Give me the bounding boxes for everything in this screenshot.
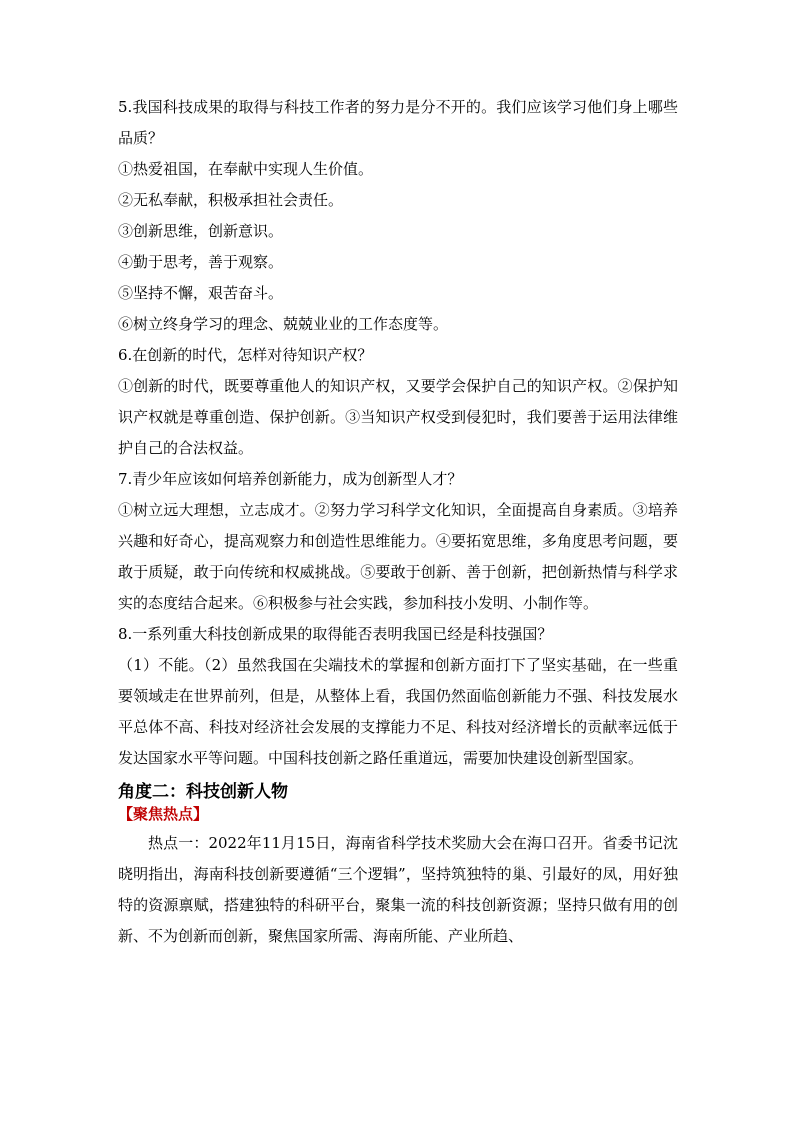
q5-answer-1: ①热爱祖国，在奉献中实现人生价值。 bbox=[118, 160, 374, 178]
section-heading: 角度二：科技创新人物 bbox=[118, 782, 288, 802]
q7-question: 7.青少年应该如何培养创新能力，成为创新型人才？ bbox=[118, 470, 463, 488]
q8-answer: （1）不能。（2）虽然我国在尖端技术的掌握和创新方面打下了坚实基础，在一些重要领域走在世界前列，但是，从整体上看，我国仍然面临创新能力不强、科技发展水平总体不高、科技对经济社会发展的支撑能力不足、科技对经济增长的贡献率远低于发达国家水平等问题。中国科技创新之路任重道远，需要加快建设创新型国家。 bbox=[118, 656, 678, 767]
hotspot-paragraph: 热点一：2022年11月15日，海南省科学技术奖励大会在海口召开。省委书记沈晓明指出，海南科技创新要遵循“三个逻辑”，坚持筑独特的巢、引最好的凤，用好独特的资源禀赋，搭建独特的科研平台，聚集一流的科技创新资源；坚持只做有用的创新、不为创新而创新，聚焦国家所需、海南所能、产业所趋、 bbox=[118, 834, 678, 945]
document-page bbox=[118, 92, 678, 952]
q5-question: 5.我国科技成果的取得与科技工作者的努力是分不开的。我们应该学习他们身上哪些品质？ bbox=[118, 98, 678, 147]
q7-answer: ①树立远大理想，立志成才。②努力学习科学文化知识，全面提高自身素质。③培养兴趣和好奇心，提高观察力和创造性思维能力。④要拓宽思维，多角度思考问题，要敢于质疑，敢于向传统和权威挑战。⑤要敢于创新、善于创新，把创新热情与科学求实的态度结合起来。⑥积极参与社会实践，参加科技小发明、小制作等。 bbox=[118, 501, 678, 612]
q5-answer-4: ④勤于思考，善于观察。 bbox=[118, 253, 284, 271]
q5-answer-5: ⑤坚持不懈，艰苦奋斗。 bbox=[118, 284, 284, 302]
focus-label: 【聚焦热点】 bbox=[118, 805, 209, 823]
q8-question: 8.一系列重大科技创新成果的取得能否表明我国已经是科技强国？ bbox=[118, 625, 553, 643]
q5-answer-6: ⑥树立终身学习的理念、兢兢业业的工作态度等。 bbox=[118, 315, 449, 333]
q5-answer-3: ③创新思维，创新意识。 bbox=[118, 222, 284, 240]
q6-question: 6.在创新的时代，怎样对待知识产权？ bbox=[118, 346, 373, 364]
q6-answer: ①创新的时代，既要尊重他人的知识产权，又要学会保护自己的知识产权。②保护知识产权就是尊重创造、保护创新。③当知识产权受到侵犯时，我们要善于运用法律维护自己的合法权益。 bbox=[118, 377, 678, 457]
q5-answer-2: ②无私奉献，积极承担社会责任。 bbox=[118, 191, 344, 209]
